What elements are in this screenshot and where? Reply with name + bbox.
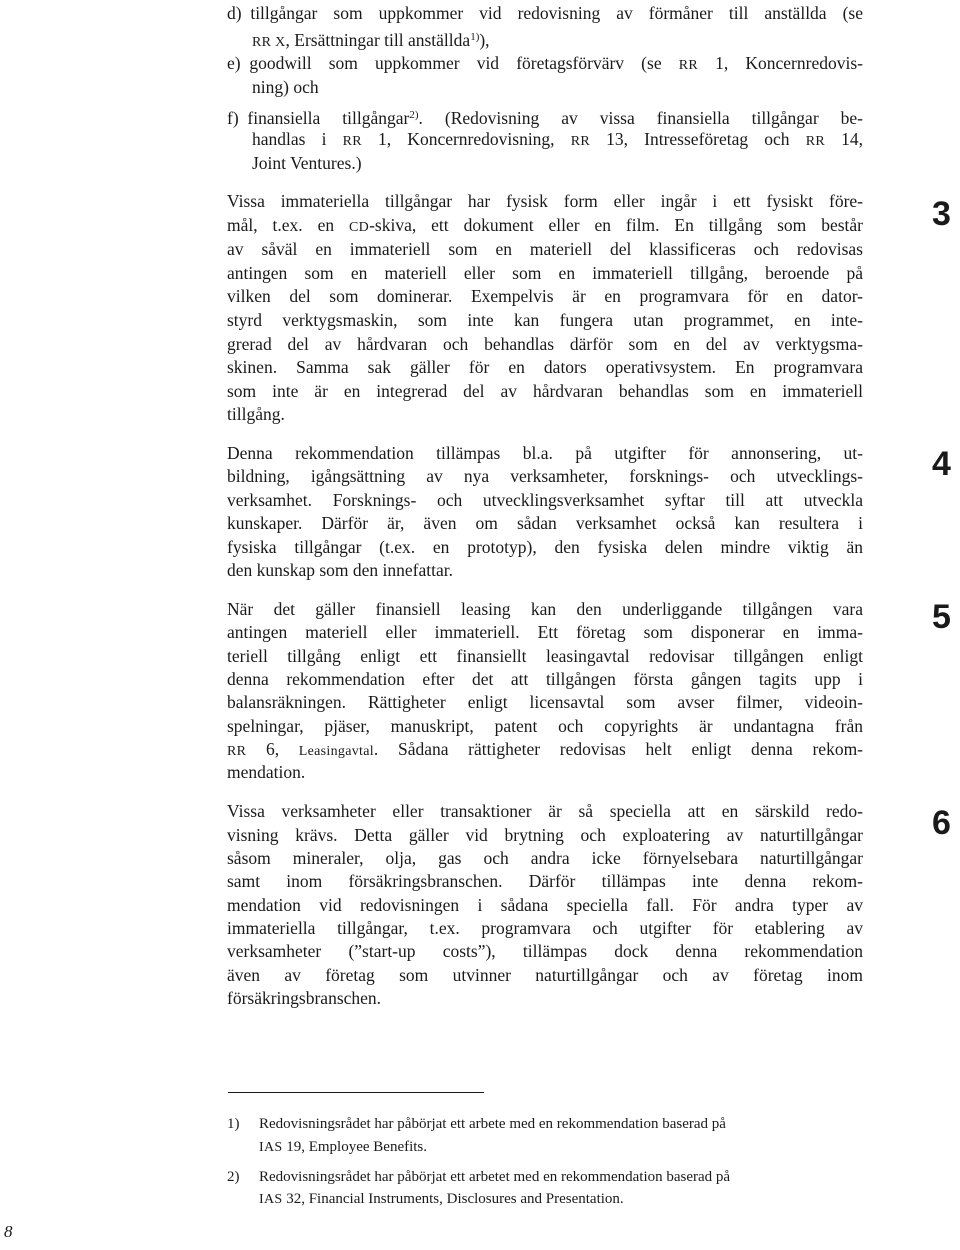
p6-line-2 [227,824,863,847]
text: 14, [824,129,863,149]
p6-line-7 [227,940,863,963]
list-item-e-line-2 [252,76,863,99]
footnote-2 [227,1166,867,1188]
p5-line-3 [227,645,863,668]
list-item-f-line-3 [252,152,863,175]
p3-line-1 [227,190,863,213]
p6-line-9 [227,987,863,1010]
text: även av företag som utvinner naturtillgångar och av företag inom [227,965,863,985]
list-item-d-line-2 [252,26,863,54]
p3-line-3 [227,238,863,261]
text: . Sådana rättigheter redovisas helt enligt denna rekom- [373,739,864,759]
text: mål, t.ex. en [227,215,350,235]
p6-line-8 [227,964,863,987]
paragraph-number-3: 3 [932,195,951,233]
text: styrd verktygsmaskin, som inte kan fungera utan programmet, en inte- [227,310,863,330]
p3-line-6 [227,309,863,332]
abbr: RR X [252,35,286,50]
p3-line-2 [227,214,863,239]
text: verksamheter (”start-up costs”), tillämpas dock denna rekommendation [227,941,863,961]
p3-line-5 [227,285,863,308]
abbr: RR [678,58,698,73]
page-number: 8 [4,1222,13,1241]
list-item-f-line-1 [227,104,863,130]
p4-line-1 [227,442,863,465]
p3-line-7 [227,333,863,356]
text: bildning, igångsättning av nya verksamheter, forsknings- och utvecklings- [227,466,863,486]
footnote-ref-2: 2) [409,109,419,121]
text: mendation vid redovisningen i sådana speciella fall. För andra typer av [227,895,863,915]
p5-line-1 [227,598,863,621]
text: grerad del av hårdvaran och behandlas därför som en del av verktygsma- [227,334,863,354]
p4-line-3 [227,489,863,512]
paragraph-number-4: 4 [932,445,951,483]
p4-line-5 [227,536,863,559]
p3-line-8 [227,356,863,379]
p5-line-2 [227,621,863,644]
abbr: IAS [259,1192,283,1207]
footnote-text: Redovisningsrådet har påbörjat ett arbete med en rekommendation baserad på [259,1116,726,1132]
footnote-separator [228,1092,484,1093]
abbr: RR [342,134,362,149]
list-item-e-line-1 [227,52,863,77]
text: 6, [246,739,299,759]
text: , Ersättningar till anställda [285,30,471,50]
text: Denna rekommendation tillämpas bl.a. på utgifter för annonsering, ut- [227,443,863,463]
footnote-text: 32, Financial Instruments, Disclosures and Presentation. [282,1191,624,1207]
p5-line-5 [227,691,863,714]
abbr: CD [349,220,370,235]
text: e) goodwill som uppkommer vid företagsförvärv (se [227,53,679,73]
footnote-1 [227,1113,867,1135]
p6-line-6 [227,917,863,940]
text: Vissa verksamheter eller transaktioner är så speciella att en särskild redo- [227,801,863,821]
text: som inte är en integrerad del av hårdvaran behandlas som en immateriell [227,381,863,401]
p4-line-2 [227,465,863,488]
text: . (Redovisning av vissa finansiella tillgångar be- [418,108,863,128]
text: vilken del som dominerar. Exempelvis är en programvara för en dator- [227,286,863,306]
paragraph-number-6: 6 [932,804,951,842]
text: kunskaper. Därför är, även om sådan verksamhet också kan resultera i [227,513,863,533]
text: ), [479,30,490,50]
p6-line-1 [227,800,863,823]
text: immateriella tillgångar, t.ex. programvara och utgifter för etablering av [227,918,863,938]
footnote-mark: 2) [227,1169,240,1185]
text: verksamhet. Forsknings- och utvecklingsverksamhet syftar till att utveckla [227,490,863,510]
text: ning) och [252,77,319,97]
text: tillgång. [227,404,285,424]
text: denna rekommendation efter det att tillgången första gången tagits upp i [227,669,863,689]
text: mendation. [227,762,306,782]
text: f) finansiella tillgångar [227,108,410,128]
p6-line-5 [227,894,863,917]
p5-line-8 [227,761,863,784]
p3-line-10 [227,403,863,426]
text: av såväl en immateriell som en materiell del klassificeras och redovisas [227,239,863,259]
text: såsom mineraler, olja, gas och andra icke förnyelsebara naturtillgångar [227,848,863,868]
p5-line-4 [227,668,863,691]
paragraph-number-5: 5 [932,598,951,636]
text: d) tillgångar som uppkommer vid redovisning av förmåner till anställda (se [227,3,863,23]
text: fysiska tillgångar (t.ex. en prototyp), den fysiska delen mindre viktig än [227,537,863,557]
text: skinen. Samma sak gäller för en dators operativsystem. En programvara [227,357,863,377]
standard-title: Leasingavtal [298,744,374,759]
p4-line-6 [227,559,863,582]
footnote-1-line-2 [259,1136,427,1159]
text: Vissa immateriella tillgångar har fysisk form eller ingår i ett fysiskt före- [227,191,863,211]
footnote-mark: 1) [227,1116,240,1132]
list-item-d-line-1 [227,2,863,25]
abbr: RR [570,134,590,149]
text: balansräkningen. Rättigheter enligt licensavtal som avser filmer, videoin- [227,692,863,712]
text: spelningar, pjäser, manuskript, patent och copyrights är undantagna från [227,716,863,736]
text: 13, Intresseföretag och [589,129,806,149]
p6-line-3 [227,847,863,870]
text: samt inom försäkringsbranschen. Därför tillämpas inte denna rekom- [227,871,863,891]
list-item-f-line-2 [252,128,863,153]
text: antingen materiell eller immateriell. Ett företag som disponerar en imma- [227,622,863,642]
footnote-2-line-2 [259,1188,624,1211]
footnote-ref-1: 1) [470,31,480,43]
text: försäkringsbranschen. [227,988,382,1008]
p5-line-7 [227,738,863,763]
abbr: RR [227,744,247,759]
p6-line-4 [227,870,863,893]
text: -skiva, ett dokument eller en film. En tillgång som består [369,215,863,235]
text: visning krävs. Detta gäller vid brytning och exploatering av naturtillgångar [227,825,863,845]
text: Joint Ventures.) [252,153,362,173]
p4-line-4 [227,512,863,535]
abbr: IAS [259,1140,283,1155]
footnote-text: 19, Employee Benefits. [282,1139,428,1155]
p5-line-6 [227,715,863,738]
text: den kunskap som den innefattar. [227,560,453,580]
text: handlas i [252,129,343,149]
text: När det gäller finansiell leasing kan den underliggande tillgången vara [227,599,863,619]
text: antingen som en materiell eller som en immateriell tillgång, beroende på [227,263,863,283]
text: 1, Koncernredovis- [698,53,863,73]
footnote-text: Redovisningsrådet har påbörjat ett arbetet med en rekommendation baserad på [259,1169,731,1185]
text: teriell tillgång enligt ett finansiellt leasingavtal redovisar tillgången enligt [227,646,863,666]
text: 1, Koncernredovisning, [361,129,571,149]
p3-line-4 [227,262,863,285]
abbr: RR [805,134,825,149]
p3-line-9 [227,380,863,403]
